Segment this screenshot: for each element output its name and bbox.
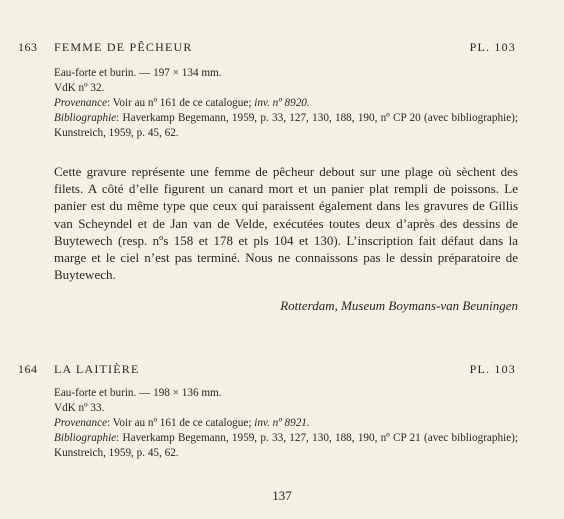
inventory-number: inv. nº 8921. [254,417,310,429]
technique-line: Eau-forte et burin. — 198 × 136 mm. [54,387,222,399]
entry-number: 164 [18,362,38,376]
bibliography-text: : Haverkamp Begemann, 1959, p. 33, 127, 130, 188, 190, nº CP 21 (avec bibliographie); Kunstreich, 1959, p. 45, 62. [54,432,518,459]
entry-163-description: Cette gravure représente une femme de pêcheur debout sur une plage où sèchent des filets. A côté d’elle figurent un canard mort et un panier plat rempli de poissons. Le panier est du même type que ceux qui paraissent également dans les gravures de Gillis van Scheyndel et de Jan van de Velde, exécutées toutes deux d’après des dessins de Buytewech (resp. nºs 158 et 178 et pls 104 et 130). L’inscription fait défaut dans la marge et le ciel n’est pas terminé. Nous ne connaissons pas le dessin préparatoire de Buytewech. [54,164,518,283]
page-number: 137 [272,488,292,503]
bibliography-line [54,111,518,141]
plate-reference: PL. 103 [469,362,516,376]
bibliography-label: Bibliographie [54,112,117,124]
entry-163-heading [18,40,516,56]
provenance-text: : Voir au nº 161 de ce catalogue; [107,97,255,109]
provenance-text: : Voir au nº 161 de ce catalogue; [107,417,255,429]
bibliography-text: : Haverkamp Begemann, 1959, p. 33, 127, 130, 188, 190, nº CP 20 (avec bibliographie); Kunstreich, 1959, p. 45, 62. [54,112,518,139]
bibliography-label: Bibliographie [54,432,117,444]
inventory-number: inv. nº 8920. [254,97,310,109]
provenance-line [54,416,518,431]
entry-title: LA LAITIÈRE [54,362,140,376]
entry-title: FEMME DE PÊCHEUR [54,40,193,54]
collection-location: Rotterdam, Museum Boymans-van Beuningen [280,298,518,313]
technique-line: Eau-forte et burin. — 197 × 134 mm. [54,67,222,79]
bibliography-line [54,431,518,461]
provenance-line [54,96,518,111]
vdk-line: VdK nº 32. [54,82,105,94]
entry-163-metadata [54,66,518,141]
plate-reference: PL. 103 [469,40,516,54]
vdk-line: VdK nº 33. [54,402,105,414]
entry-number: 163 [18,40,38,54]
entry-164-heading [18,362,516,378]
provenance-label: Provenance [54,417,108,429]
entry-164-metadata [54,386,518,461]
provenance-label: Provenance [54,97,108,109]
